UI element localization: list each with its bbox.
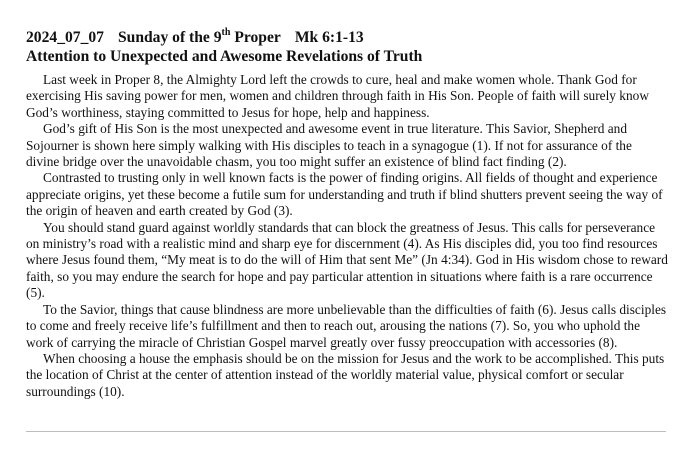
heading-day-ordinal: th (221, 26, 231, 38)
heading-day-prefix: Sunday of the 9 (117, 29, 222, 46)
heading-day-suffix: Proper (234, 29, 281, 46)
bottom-divider (26, 431, 666, 432)
document-heading (26, 28, 668, 47)
document-body (26, 72, 668, 400)
document-page (26, 28, 668, 400)
paragraph-3: Contrasted to trusting only in well known facts is the power of finding origins. All fields of thought and experience appreciate origins, yet these become a futile sum for understanding and truth if blind shutters prevent seeing the way of the origin of heaven and earth created by God (3). (26, 170, 663, 219)
heading-date: 2024_07_07 (26, 29, 104, 46)
document-subtitle: Attention to Unexpected and Awesome Revelations of Truth (26, 48, 423, 65)
paragraph-5: To the Savior, things that cause blindness are more unbelievable than the difficulties of faith (6). Jesus calls disciples to come and freely receive life’s fulfillment and then to reach out, arousing the nations (7). So, you who uphold the work of carrying the miracle of Christian Gospel marvel greatly over fussy preoccupation with accessories (8). (26, 301, 667, 350)
paragraph-4: You should stand guard against worldly standards that can block the greatness of Jesus. This calls for perseverance on ministry’s road with a realistic mind and sharp eye for discernment (4). As His disciples did, you too find resources where Jesus found them, “My meat is to do the will of Him that sent Me” (Jn 4:34). God in His wisdom chose to reward faith, so you may endure the search for hope and pay particular attention in situations where faith is a rare occurrence (5). (26, 219, 668, 301)
paragraph-6: When choosing a house the emphasis should be on the mission for Jesus and the work to be accomplished. This puts the location of Christ at the center of attention instead of the worldly material value, physical comfort or secular surroundings (10). (26, 350, 665, 399)
paragraph-1: Last week in Proper 8, the Almighty Lord left the crowds to cure, heal and make women whole. Thank God for exercising His saving power for men, women and children through faith in His Son. People of faith will surely know God’s worthiness, staying committed to Jesus for hope, help and happiness. (26, 72, 649, 120)
heading-reading: Mk 6:1-13 (294, 29, 364, 46)
paragraph-2: God’s gift of His Son is the most unexpected and awesome event in true literature. This Savior, Shepherd and Sojourner is shown here simply walking with His disciples to teach in a synagogue (1). If not for assurance of the divine bridge over the unavoidable chasm, you too might suffer an existence of blind fact finding (2). (26, 121, 632, 170)
